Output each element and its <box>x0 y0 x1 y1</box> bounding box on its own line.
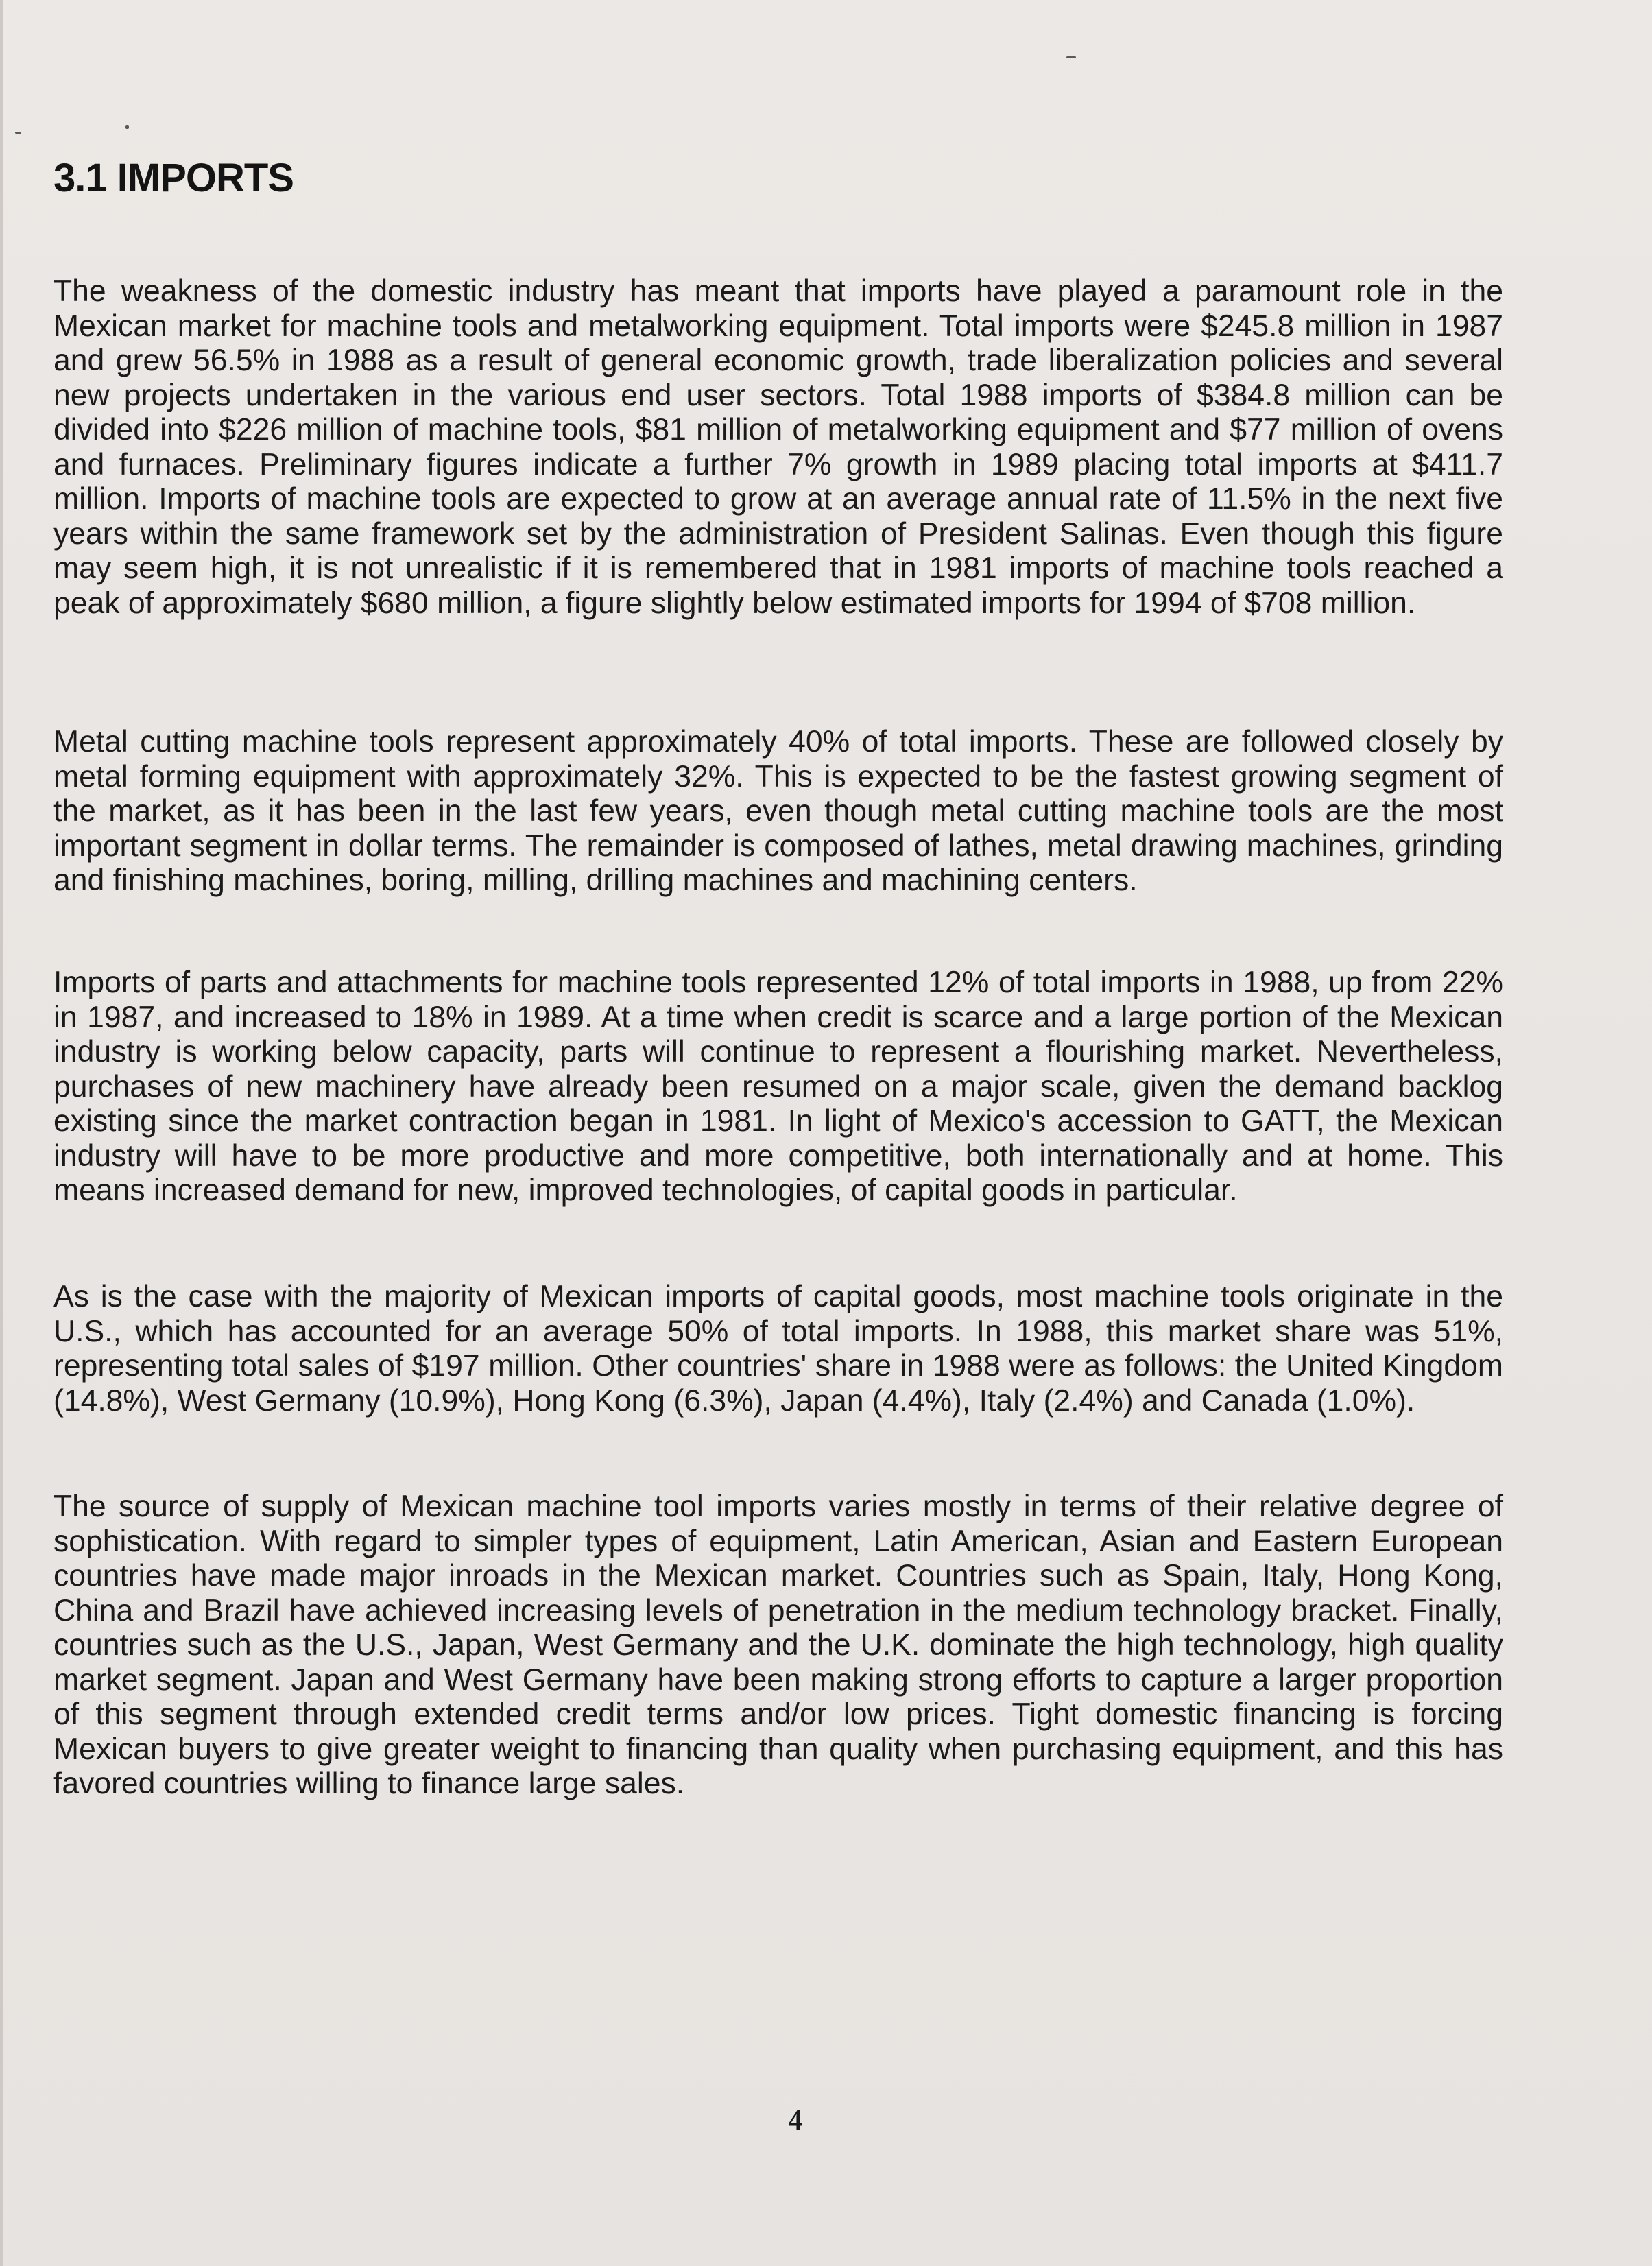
scan-speck <box>15 132 21 134</box>
scan-speck <box>125 125 129 129</box>
paragraph-total-imports: The weakness of the domestic industry has meant that imports have played a paramount role in the Mexican market for machine tools and metalworking equipment. Total imports were $245.8 million in 1987 and grew 56.5% in 1988 as a result of general economic growth, trade liberalization policies and several new projects undertaken in the various end user sectors. Total 1988 imports of $384.8 million can be divided into $226 million of machine tools, $81 million of metalworking equipment and $77 million of ovens and furnaces. Preliminary figures indicate a further 7% growth in 1989 placing total imports at $411.7 million. Imports of machine tools are expected to grow at an average annual rate of 11.5% in the next five years within the same framework set by the administration of President Salinas. Even though this figure may seem high, it is not unrealistic if it is remembered that in 1981 imports of machine tools reached a peak of approximately $680 million, a figure slightly below estimated imports for 1994 of $708 million. <box>53 274 1503 620</box>
page-number: 4 <box>788 2105 803 2136</box>
paragraph-parts-attachments: Imports of parts and attachments for machine tools represented 12% of total imports in 1988, up from 22% in 1987, and increased to 18% in 1989. At a time when credit is scarce and a large portion of the Mexican industry is working below capacity, parts will continue to represent a flourishing market. Nevertheless, purchases of new machinery have already been resumed on a major scale, given the demand backlog existing since the market contraction began in 1981. In light of Mexico's accession to GATT, the Mexican industry will have to be more productive and more competitive, both internationally and at home. This means increased demand for new, improved technologies, of capital goods in particular. <box>53 966 1503 1207</box>
paragraph-metal-cutting: Metal cutting machine tools represent approximately 40% of total imports. These are followed closely by metal forming equipment with approximately 32%. This is expected to be the fastest growing segment of the market, as it has been in the last few years, even though metal cutting machine tools are the most important segment in dollar terms. The remainder is composed of lathes, metal drawing machines, grinding and finishing machines, boring, milling, drilling machines and machining centers. <box>53 725 1503 897</box>
scan-speck <box>1066 56 1076 58</box>
paragraph-source-of-supply: The source of supply of Mexican machine tool imports varies mostly in terms of their relative degree of sophistication. With regard to simpler types of equipment, Latin American, Asian and Eastern European countries have made major inroads in the Mexican market. Countries such as Spain, Italy, Hong Kong, China and Brazil have achieved increasing levels of penetration in the medium technology bracket. Finally, countries such as the U.S., Japan, West Germany and the U.K. dominate the high technology, high quality market segment. Japan and West Germany have been making strong efforts to capture a larger proportion of this segment through extended credit terms and/or low prices. Tight domestic financing is forcing Mexican buyers to give greater weight to financing than quality when purchasing equipment, and this has favored countries willing to finance large sales. <box>53 1490 1503 1800</box>
section-heading: 3.1 IMPORTS <box>53 156 294 200</box>
paragraph-country-shares: As is the case with the majority of Mexican imports of capital goods, most machine tools originate in the U.S., which has accounted for an average 50% of total imports. In 1988, this market share was 51%, representing total sales of $197 million. Other countries' share in 1988 were as follows: the United Kingdom (14.8%), West Germany (10.9%), Hong Kong (6.3%), Japan (4.4%), Italy (2.4%) and Canada (1.0%). <box>53 1280 1503 1418</box>
page-edge-shadow <box>0 0 3 2266</box>
